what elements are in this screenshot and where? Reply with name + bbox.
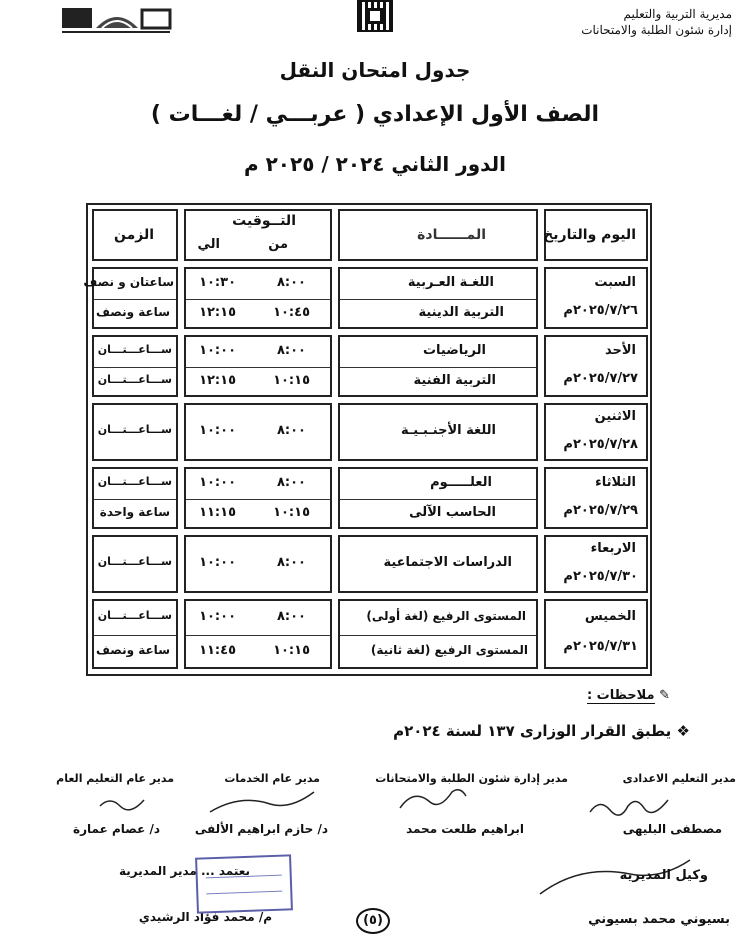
sig-name-prep-director: مصطفى البليهى bbox=[622, 822, 722, 836]
timing-cell-sunday: ٨:٠٠ ١٠:٠٠ ١٠:١٥ ١٢:١٥ bbox=[184, 335, 332, 397]
day-cell-thursday: الخميس ٢٠٢٥/٧/٣١م bbox=[544, 599, 648, 669]
header-duration: الزمن bbox=[92, 209, 178, 261]
bullet-icon: ❖ bbox=[676, 722, 690, 740]
department-name: إدارة شئون الطلبة والامتحانات bbox=[581, 23, 732, 37]
day-cell-wednesday: الاربعاء ٢٠٢٥/٧/٣٠م bbox=[544, 535, 648, 593]
day-cell-monday: الاثنين ٢٠٢٥/٧/٢٨م bbox=[544, 403, 648, 461]
schedule-title: جدول امتحان النقل bbox=[279, 58, 471, 82]
sig-title-deputy: وكيل المديرية bbox=[619, 868, 708, 883]
subject-science: العلـــــوم bbox=[430, 475, 492, 490]
subject-advanced-second: المستوى الرفيع (لغة ثانية) bbox=[370, 643, 528, 657]
sig-title-affairs-director: مدير إدارة شئون الطلبة والامتحانات bbox=[375, 772, 568, 785]
book-logo-icon bbox=[62, 2, 172, 36]
header-timing: التــوقيت من الي bbox=[184, 209, 332, 261]
subject-cell-sunday bbox=[338, 335, 538, 397]
duration-cell-thursday: ســـاعـــتـــان ساعة ونصف bbox=[92, 599, 178, 669]
directorate-name: مديرية التربية والتعليم bbox=[623, 7, 732, 21]
subject-cell-thursday bbox=[338, 599, 538, 669]
subject-foreign-language: اللغة الأجنـبـيـة bbox=[400, 423, 496, 438]
duration-cell-tuesday: ســـاعـــتـــان ساعة واحدة bbox=[92, 467, 178, 529]
timing-cell-monday: ٨:٠٠ ١٠:٠٠ bbox=[184, 403, 332, 461]
qr-code-icon bbox=[357, 0, 393, 32]
schedule-table bbox=[83, 203, 652, 676]
subject-math: الرياضيات bbox=[422, 343, 486, 358]
header-authority bbox=[542, 6, 732, 38]
sig-name-affairs-director: ابراهيم طلعت محمد bbox=[406, 822, 524, 836]
sig-title-services-director: مدير عام الخدمات bbox=[224, 772, 320, 785]
timing-cell-thursday: ٨:٠٠ ١٠:٠٠ ١٠:١٥ ١١:٤٥ bbox=[184, 599, 332, 669]
subject-art: التربية الفنية bbox=[413, 373, 496, 388]
duration-cell-saturday: ساعتان و نصف ساعة ونصف bbox=[92, 267, 178, 329]
subject-cell-saturday bbox=[338, 267, 538, 329]
page-number: (٥) bbox=[356, 908, 390, 934]
sig-name-deputy: بسيوني محمد بسيوني bbox=[588, 912, 730, 927]
day-cell-sunday: الأحد ٢٠٢٥/٧/٢٧م bbox=[544, 335, 648, 397]
subject-advanced-first: المستوى الرفيع (لغة أولى) bbox=[366, 609, 526, 623]
subject-cell-wednesday bbox=[338, 535, 538, 593]
sig-title-general-director: مدير عام التعليم العام bbox=[56, 772, 174, 785]
duration-cell-monday: ســـاعـــتـــان bbox=[92, 403, 178, 461]
grade-title: الصف الأول الإعدادي ( عربـــي / لغـــات ) bbox=[150, 102, 600, 127]
day-cell-tuesday: الثلاثاء ٢٠٢٥/٧/٢٩م bbox=[544, 467, 648, 529]
timing-cell-saturday: ٨:٠٠ ١٠:٣٠ ١٠:٤٥ ١٢:١٥ bbox=[184, 267, 332, 329]
sig-name-services-director: د/ حازم ابراهيم الألفى bbox=[194, 822, 328, 836]
sig-title-directorate-head: يعتمد ... مدير المديرية bbox=[118, 864, 250, 878]
notes-item: ❖ يطبق القرار الوزارى ١٣٧ لسنة ٢٠٢٤م bbox=[393, 722, 690, 740]
header-day-date: اليوم والتاريخ bbox=[544, 209, 648, 261]
subject-religion: التربية الدينية bbox=[418, 305, 504, 320]
notes-heading: ✎ ملاحظات : bbox=[586, 688, 670, 703]
round-title: الدور الثاني ٢٠٢٤ / ٢٠٢٥ م bbox=[243, 152, 507, 176]
sig-name-directorate-head: م/ محمد فؤاد الرشيدي bbox=[138, 910, 272, 924]
timing-cell-tuesday: ٨:٠٠ ١٠:٠٠ ١٠:١٥ ١١:١٥ bbox=[184, 467, 332, 529]
subject-social-studies: الدراسات الاجتماعية bbox=[383, 555, 512, 570]
approval-stamp bbox=[195, 854, 293, 913]
timing-cell-wednesday: ٨:٠٠ ١٠:٠٠ bbox=[184, 535, 332, 593]
subject-arabic: اللغـة العـربية bbox=[407, 275, 494, 290]
subject-cell-tuesday bbox=[338, 467, 538, 529]
subject-computer: الحاسب الآلى bbox=[409, 505, 496, 520]
duration-cell-sunday: ســـاعـــتـــان ســـاعـــتـــان bbox=[92, 335, 178, 397]
subject-cell-monday bbox=[338, 403, 538, 461]
notes-pen-icon: ✎ bbox=[659, 688, 670, 703]
sig-title-prep-director: مدير التعليم الاعدادى bbox=[622, 772, 736, 785]
header-subject: المــــــادة bbox=[338, 209, 538, 261]
sig-name-general-director: د/ عصام عمارة bbox=[73, 822, 160, 836]
duration-cell-wednesday: ســـاعـــتـــان bbox=[92, 535, 178, 593]
day-cell-saturday: السبت ٢٠٢٥/٧/٢٦م bbox=[544, 267, 648, 329]
